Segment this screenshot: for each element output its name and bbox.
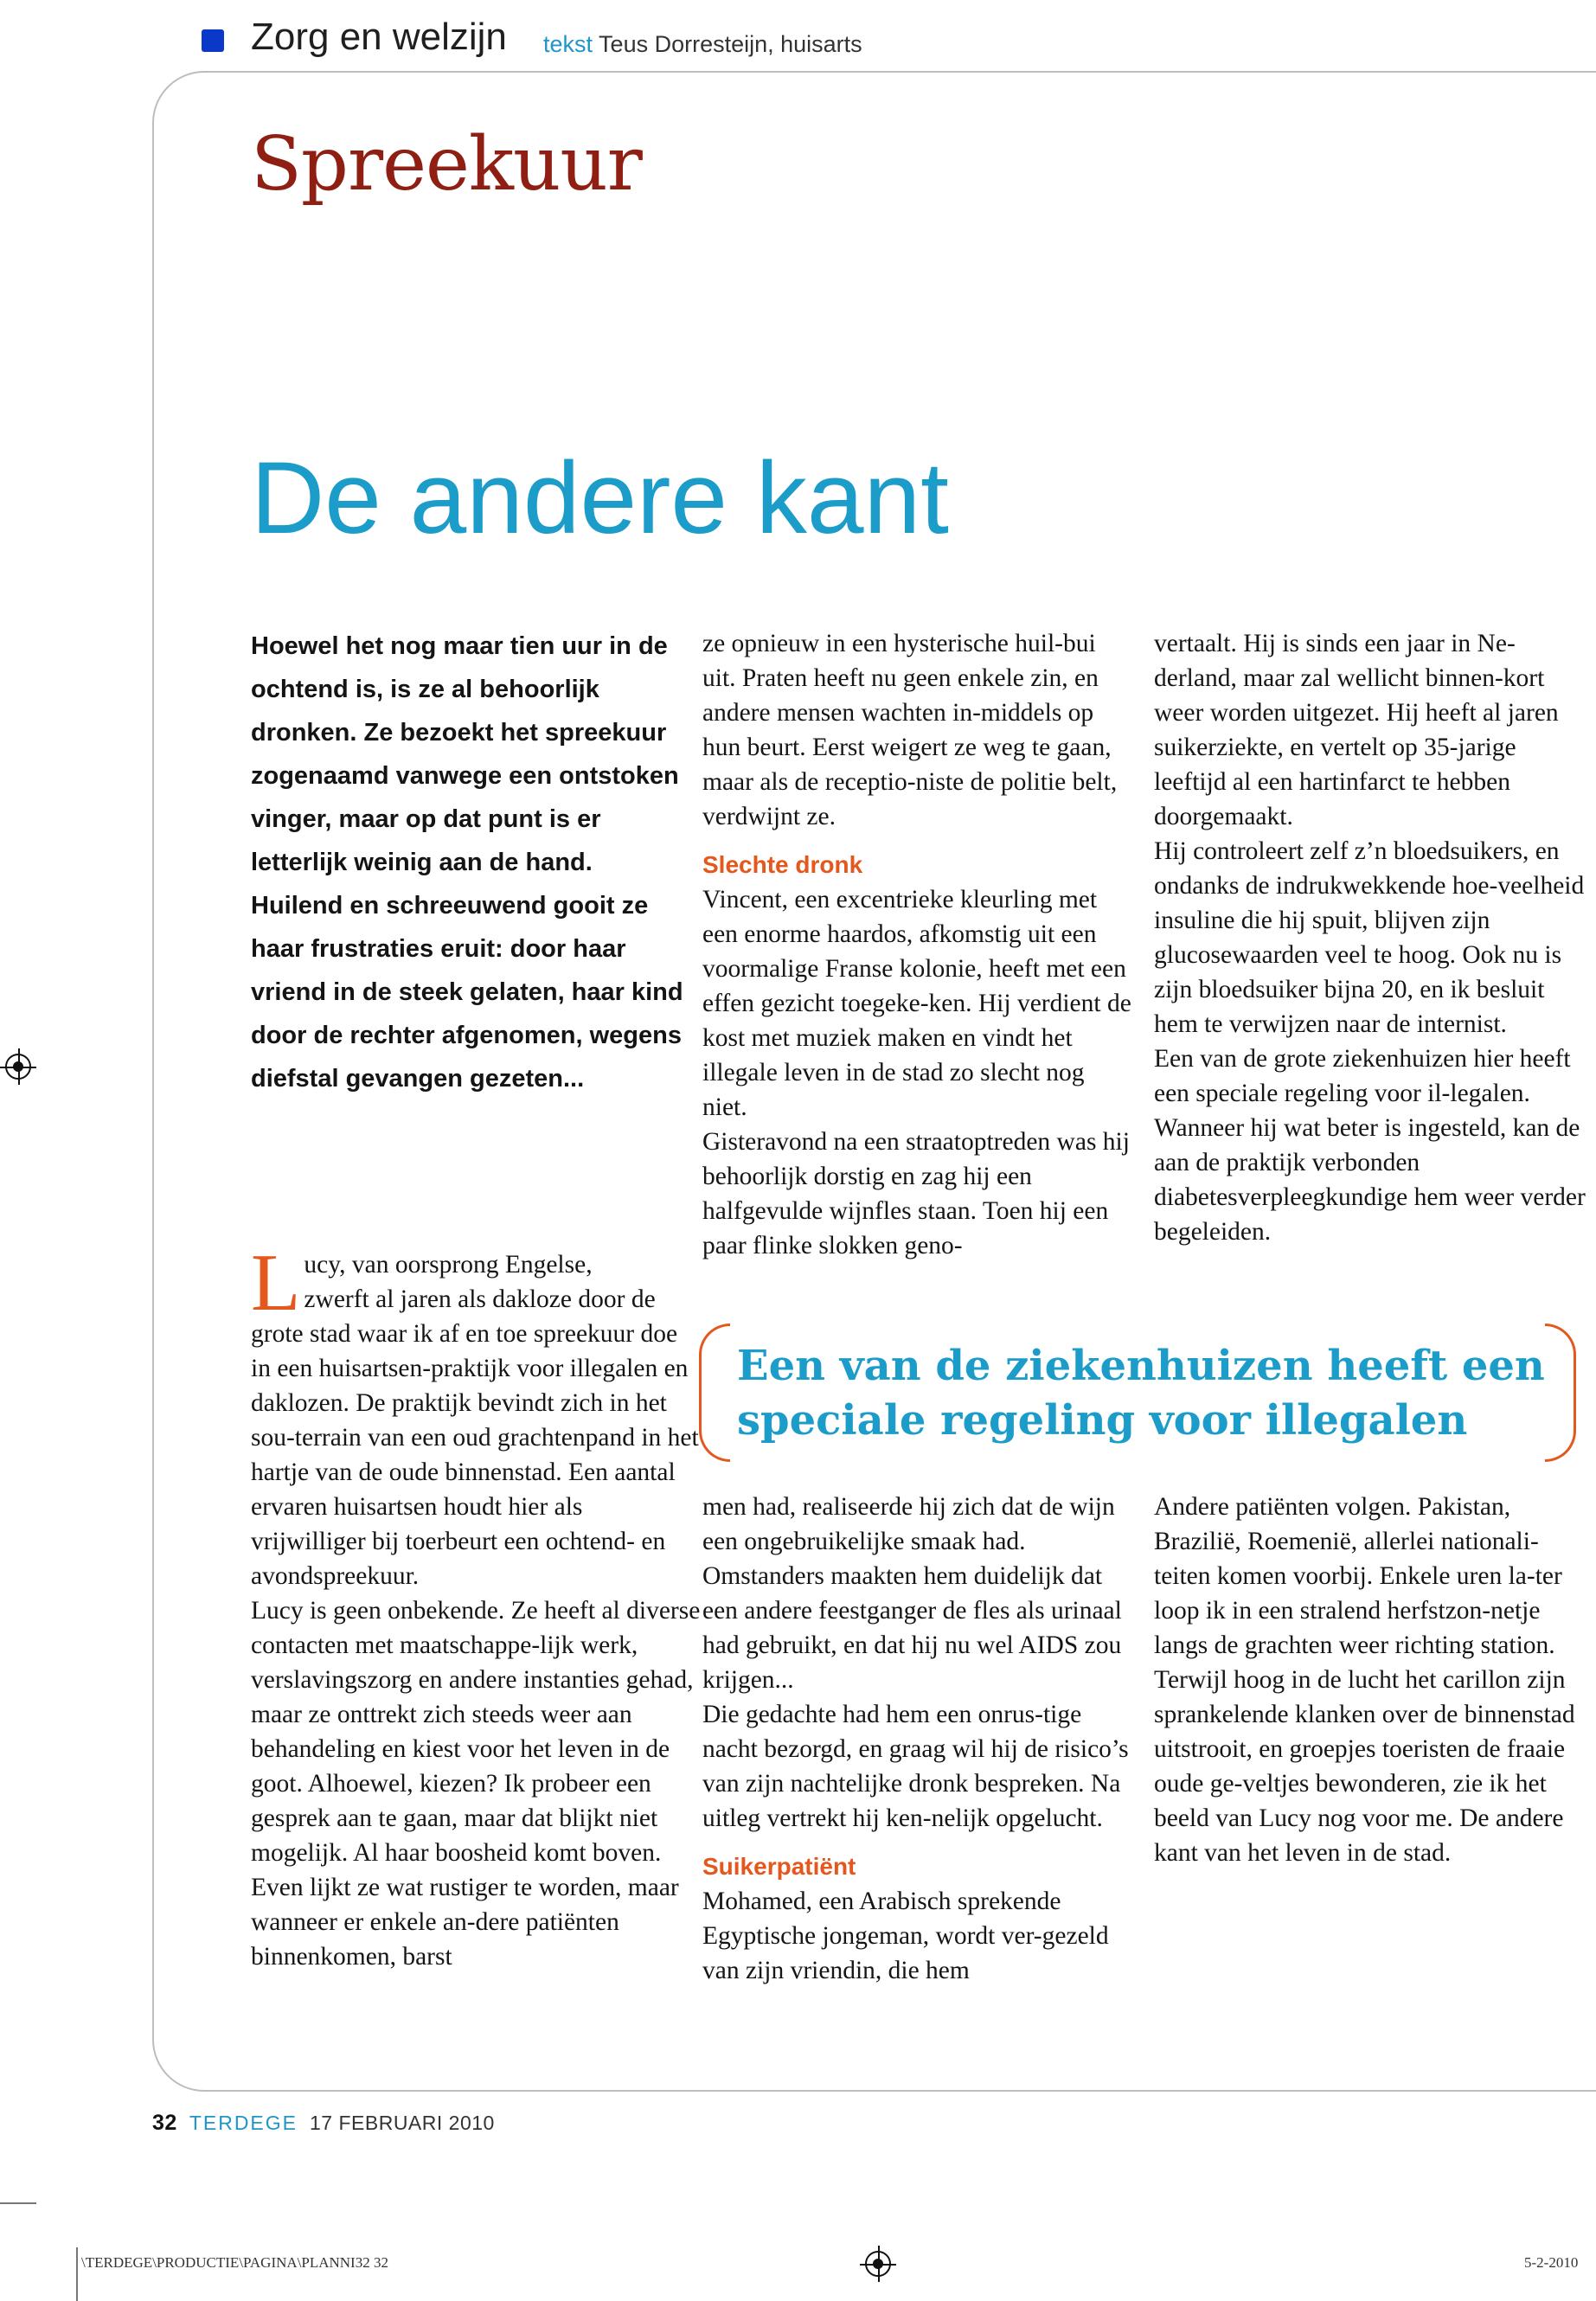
byline-author: Teus Dorresteijn, huisarts — [599, 31, 862, 57]
article-headline: De andere kant — [251, 441, 949, 555]
pull-quote — [699, 1324, 1576, 1466]
body-column-3-bottom: Andere patiënten volgen. Pakistan, Brazilië, Roemenië, allerlei nationali-teiten komen voorbij. Enkele uren la-ter loop ik in een stralend herfstzon-netje langs de grachten weer richting station. Terwijl hoog in de lucht het carillon zijn sprankelende klanken over de binnenstad uitstrooit, en groepjes toeristen de fraaie oude ge-veltjes bewonderen, zie ik het beeld van Lucy nog voor me. De andere kant van het leven in de stad. — [1154, 1493, 1575, 1867]
column-kicker: Spreekuur — [251, 121, 642, 208]
section-marker-square — [202, 29, 224, 52]
body-text-col2-top-2: Vincent, een excentrieke kleurling met een enorme haardos, afkomstig uit een voormalige Franse kolonie, heeft met een effen gezicht toegeke-ken. Hij verdient de kost met muziek maken en vindt het illegale leven in de stad zo slecht nog niet. Gisteravond na een straatoptreden was hij behoorlijk dorstig en zag hij een halfgevulde wijnfles staan. Toen hij een paar flinke slokken geno- — [702, 886, 1131, 1259]
body-column-3-top: vertaalt. Hij is sinds een jaar in Ne-derland, maar zal wellicht binnen-kort weer worden uitgezet. Hij heeft al jaren suikerziekte, en vertelt op 35-jarige leeftijd al een hartinfarct te hebben doorgemaakt. Hij controleert zelf z’n bloedsuikers, en ondanks de indrukwekkende hoe-veelheid insuline die hij spuit, blijven zijn glucosewaarden veel te hoog. Ook nu is zijn bloedsuiker bijna 20, en ik besluit hem te verwijzen naar de internist. Een van de grote ziekenhuizen hier heeft een speciale regeling voor il-legalen. Wanneer hij wat beter is ingesteld, kan de aan de praktijk verbonden diabetesverpleegkundige hem weer verder begeleiden. — [1154, 630, 1586, 1246]
body-text-col1: ucy, van oorsprong Engelse, zwerft al jaren als dakloze door de grote stad waar ik af en toe spreekuur doe in een huisartsen-praktijk voor illegalen en daklozen. De praktijk bevindt zich in het sou-terrain van een oud grachtenpand in het hartje van de oude binnenstad. Een aantal ervaren huisartsen houdt hier als vrijwilliger bij toerbeurt een ochtend- en avondspreekuur. Lucy is geen onbekende. Ze heeft al diverse contacten met maatschappe-lijk werk, verslavingszorg en andere instanties gehad, maar ze onttrekt zich steeds weer aan behandeling en kiest voor het leven in de goot. Alhoewel, kiezen? Ik probeer een gesprek aan te gaan, maar dat blijkt niet mogelijk. Al haar boosheid komt boven. Even lijkt ze wat rustiger te worden, maar wanneer er enkele an-dere patiënten binnenkomen, barst — [251, 1251, 701, 1971]
page-number: 32 — [152, 2111, 177, 2135]
byline — [543, 31, 862, 58]
article-intro: Hoewel het nog maar tien uur in de ochtend is, is ze al behoorlijk dronken. Ze bezoekt het spreekuur zogenaamd vanwege een ontstoken vinger, maar op dat punt is er letterlijk weinig aan de hand. Huilend en schreeuwend gooit ze haar frustraties eruit: door haar vriend in de steek gelaten, haar kind door de rechter afgenomen, wegens diefstal gevangen gezeten... — [251, 632, 683, 1093]
pull-quote-bracket-left — [699, 1324, 730, 1462]
body-column-2-bottom — [702, 1490, 1135, 1988]
subheading-slechte-dronk: Slechte dronk — [702, 851, 863, 878]
magazine-name: TERDEGE — [189, 2112, 298, 2134]
trim-mark — [0, 2202, 36, 2204]
trim-mark — [76, 2247, 78, 2301]
registration-mark-icon — [865, 2251, 891, 2277]
pull-quote-text: Een van de ziekenhuizen heeft een speciale regeling voor illegalen — [737, 1342, 1545, 1445]
byline-label: tekst — [543, 31, 593, 57]
body-column-2-top — [702, 626, 1135, 1263]
body-text-col2-bottom-2: Mohamed, een Arabisch sprekende Egyptische jongeman, wordt ver-gezeld van zijn vriendin, die hem — [702, 1888, 1109, 1984]
subheading-suikerpatient: Suikerpatiënt — [702, 1853, 856, 1880]
issue-date: 17 FEBRUARI 2010 — [310, 2112, 495, 2134]
print-slug-path: \TERDEGE\PRODUCTIE\PAGINA\PLANNI32 32 — [81, 2254, 388, 2271]
body-text-col2-bottom: men had, realiseerde hij zich dat de wijn een ongebruikelijke smaak had. Omstanders maakten hem duidelijk dat een andere feestganger de fles als urinaal had gebruikt, en dat hij nu wel AIDS zou krijgen... Die gedachte had hem een onrus-tige nacht bezorgd, en graag wil hij de risico’s van zijn nachtelijke dronk bespreken. Na uitleg vertrekt hij ken-nelijk opgelucht. — [702, 1493, 1129, 1832]
drop-cap: L — [251, 1238, 301, 1328]
body-column-1 — [251, 1238, 701, 1974]
page-footer — [152, 2111, 495, 2136]
body-text-col2-top: ze opnieuw in een hysterische huil-bui uit. Praten heeft nu geen enkele zin, en andere mensen wachten in-middels op hun beurt. Eerst weigert ze weg te gaan, maar als de receptio-niste de politie belt, verdwijnt ze. — [702, 630, 1118, 830]
section-title: Zorg en welzijn — [251, 16, 507, 58]
print-slug-date: 5-2-2010 — [1524, 2254, 1579, 2271]
registration-mark-icon — [5, 1054, 31, 1080]
